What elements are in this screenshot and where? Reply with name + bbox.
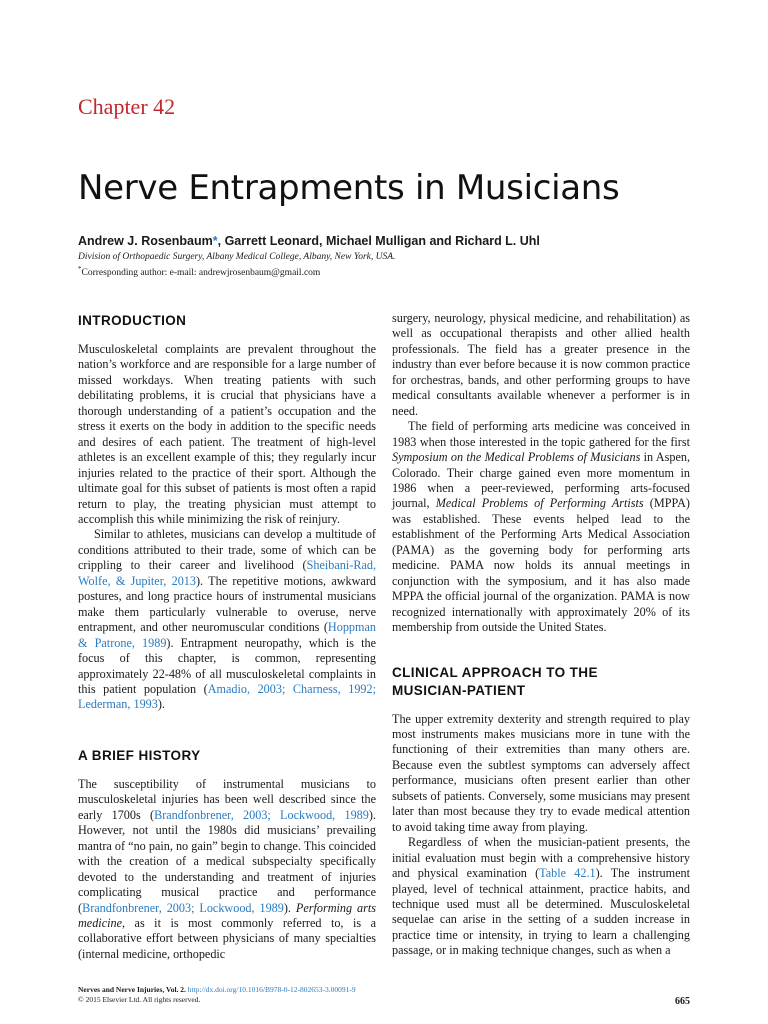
- text-run: The field of performing arts medicine was conceived in 1983 when those interested in the topic gathered for the first: [392, 419, 690, 449]
- author-list: [78, 234, 540, 248]
- italic-term: Medical Problems of Performing Artists: [435, 496, 644, 511]
- chapter-label: Chapter 42: [78, 94, 176, 119]
- page-number: 665: [675, 996, 690, 1007]
- corresp-mark: *: [78, 265, 82, 273]
- corresp-text: Corresponding author: e-mail: andrewjrosenbaum@gmail.com: [81, 268, 321, 279]
- section-heading-clinical: [392, 664, 690, 700]
- clinical-paragraph-2: [392, 835, 690, 959]
- right-column: [392, 311, 690, 959]
- text-run: ).: [283, 900, 296, 915]
- text-run: , as it is most commonly referred to, is a collaborative effort between physicians of many specialties (internal medicine, orthopedic: [78, 915, 376, 961]
- text-run: (MPPA) was established. These events helped lead to the establishment of the Performing Arts Medical Association (PAMA) as the governing body for performing arts medicine. PAMA now holds its annual meetings in conjunction with the symposium, and it has also made MPPA the official journal of the organization. PAMA is now recognized internationally with approximately 20% of its membership from outside the United States.: [392, 496, 690, 635]
- text-run: ). Entrapment neuropathy, which is the focus of this chapter, is common, representing approximately 22-48% of all musculoskeletal complaints in this patient population (: [78, 635, 376, 696]
- affiliation: Division of Orthopaedic Surgery, Albany Medical College, Albany, New York, USA.: [78, 252, 396, 262]
- text-run: ). The repetitive motions, awkward postures, and long practice hours of instrumental musicians make them particularly vulnerable to overuse, nerve entrapment, and other neuromuscular conditions (: [78, 573, 376, 635]
- left-column: [78, 312, 376, 962]
- text-run: The susceptibility of instrumental musicians to musculoskeletal injuries has been well described since the early 1700s (: [78, 776, 376, 822]
- heading-line: CLINICAL APPROACH TO THE: [392, 664, 598, 680]
- footer-citation: [78, 985, 356, 1005]
- text-run: ). The instrument played, level of technical attainment, practice habits, and technique used must all be determined. Musculoskeletal sequelae can arise in the setting of a sudden increase in practice time or intensity, in trying to learn a challenging passage, or in making technique changes, such as when a: [392, 866, 690, 958]
- page-title: Nerve Entrapments in Musicians: [78, 168, 620, 208]
- citation-link[interactable]: Hoppman & Patrone, 1989: [78, 620, 376, 650]
- history-paragraph: [78, 777, 376, 962]
- text-run: in Aspen, Colorado. Their charge gained even more momentum in 1986 when a peer-reviewed, performing arts-focused journal,: [392, 450, 690, 511]
- table-reference-link[interactable]: Table 42.1: [539, 866, 596, 881]
- doi-link[interactable]: http://dx.doi.org/10.1016/B978-0-12-802653-3.00091-9: [187, 985, 356, 994]
- corresponding-star-link[interactable]: *: [212, 234, 218, 248]
- text-run: Regardless of when the musician-patient presents, the initial evaluation must begin with a comprehensive history and physical examination (: [392, 835, 690, 881]
- footer-book: Nerves and Nerve Injuries, Vol. 2.: [78, 985, 188, 994]
- citation-link[interactable]: Brandfonbrener, 2003; Lockwood, 1989: [154, 807, 369, 822]
- clinical-paragraph-1: The upper extremity dexterity and strength required to play most instruments makes musicians more in tune with the functioning of their extremities than many others are. Because even the subtlest symptoms can adversely affect performance, musicians often present earlier than other subsets of patients. Conversely, some musicians may present later than most because they try to evade medical attention to avoid taking time away from playing.: [392, 711, 690, 834]
- heading-line: MUSICIAN-PATIENT: [392, 682, 526, 698]
- footer-copyright: © 2015 Elsevier Ltd. All rights reserved.: [78, 995, 201, 1004]
- citation-link[interactable]: Amadio, 2003; Charness, 1992; Lederman, 1993: [78, 681, 376, 712]
- italic-term: Performing arts medicine: [78, 900, 376, 930]
- section-heading-history: A BRIEF HISTORY: [78, 747, 201, 763]
- text-run: Similar to athletes, musicians can develop a multitude of conditions attributed to their trade, some of which can be crippling to their career and livelihood (: [78, 527, 376, 573]
- right-paragraph-1: surgery, neurology, physical medicine, and rehabilitation) as well as occupational therapists and other allied health professionals. The field has a greater presence in the industry than ever before because it is now common practice for orchestras, bands, and other performing groups to have medical consultants available whenever a performer is in need.: [392, 311, 690, 418]
- citation-link[interactable]: Sheibani-Rad, Wolfe, & Jupiter, 2013: [78, 558, 376, 588]
- intro-paragraph-2: [78, 527, 376, 712]
- author-rest: , Garrett Leonard, Michael Mulligan and Richard L. Uhl: [217, 234, 540, 248]
- text-run: ).: [157, 697, 165, 712]
- author-first: Andrew J. Rosenbaum: [78, 234, 213, 248]
- text-run: ). However, not until the 1980s did musicians’ prevailing mantra of “no pain, no gain” begin to change. This coincided with the creation of a medical subspecialty specifically devoted to the understanding and treatment of injuries complicating musical practice and performance (: [78, 807, 376, 915]
- intro-paragraph-1: Musculoskeletal complaints are prevalent throughout the nation’s workforce and are responsible for a large number of missed workdays. When treating patients with such debilitating problems, it is crucial that physicians have a thorough understanding of a patient’s occupation and the stress it exerts on the body in addition to the specific needs and desires of each patient. The treatment of high-level athletes is an excellent example of this; they regularly incur injuries related to the practice of their sport. Although the ultimate goal for this subset of patients is most often a rapid return to play, the treating physician must attempt to accomplish this while minimizing the risk of reinjury.: [78, 342, 376, 526]
- citation-link[interactable]: Brandfonbrener, 2003; Lockwood, 1989: [82, 900, 284, 915]
- italic-term: Symposium on the Medical Problems of Musicians: [392, 450, 641, 465]
- section-heading-introduction: INTRODUCTION: [78, 313, 187, 328]
- right-paragraph-2: [392, 419, 690, 635]
- corresponding-author: [78, 265, 320, 278]
